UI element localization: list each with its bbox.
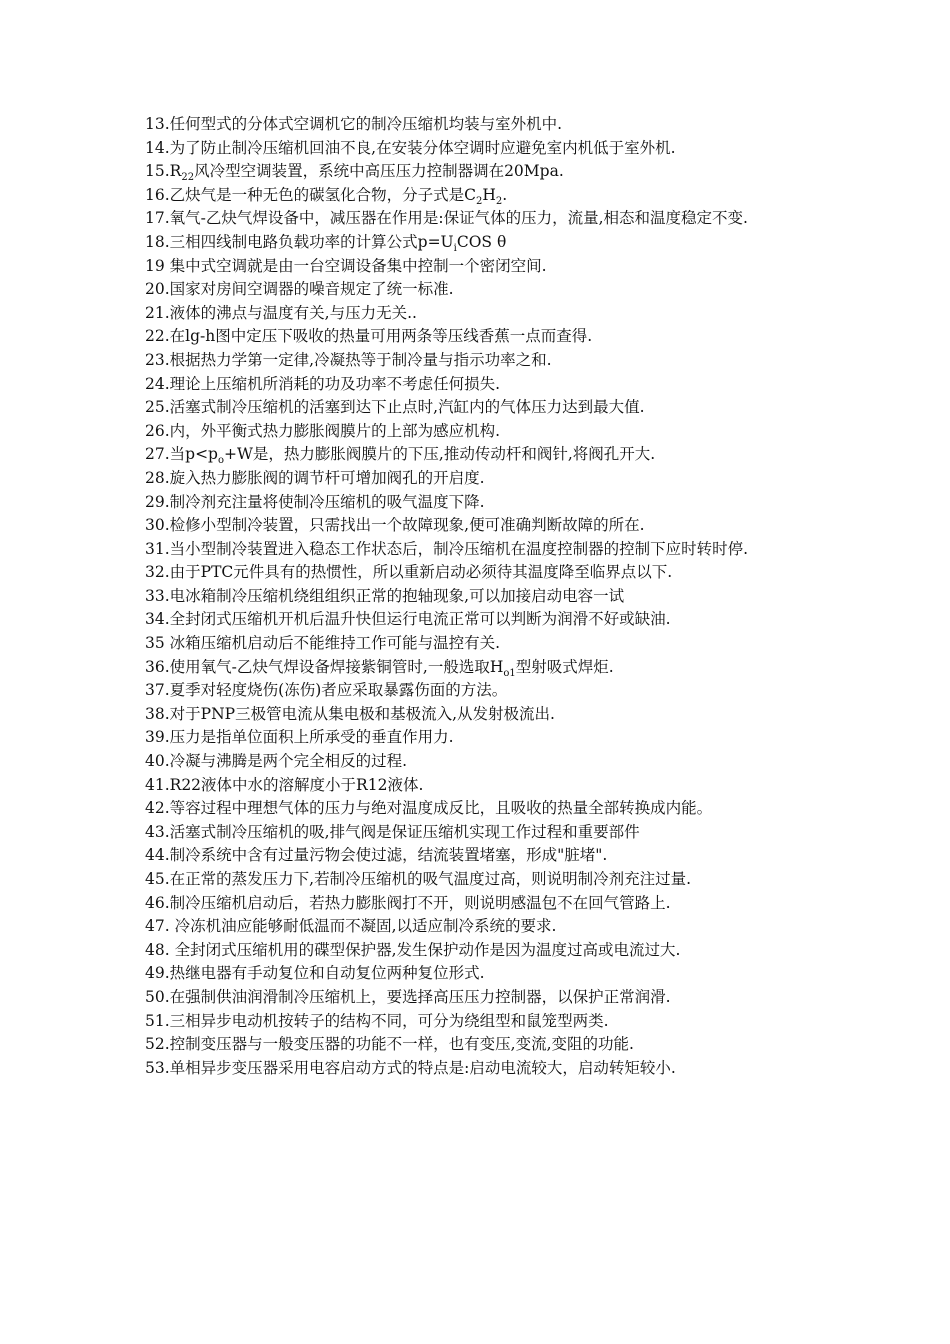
question-item: 13.任何型式的分体式空调机它的制冷压缩机均装与室外机中.: [145, 115, 563, 133]
question-item: 14.为了防止制冷压缩机回油不良,在安装分体空调时应避免室内机低于室外机.: [145, 138, 676, 157]
question-item: 38.对于PNP三极管电流从集电极和基极流入,从发射极流出.: [145, 704, 555, 723]
question-item: 28.旋入热力膨胀阀的调节杆可增加阀孔的开启度.: [145, 468, 485, 487]
question-item: 44.制冷系统中含有过量污物会使过滤，结流装置堵塞，形成"脏堵".: [145, 846, 608, 865]
question-item: 34.全封闭式压缩机开机后温升快但运行电流正常可以判断为润滑不好或缺油.: [145, 610, 671, 629]
question-item: $15.R_{22}$风冷型空调装置，系统中高压压力控制器调在20Mpa.: [145, 162, 564, 184]
question-item: 43.活塞式制冷压缩机的吸,排气阀是保证压缩机实现工作过程和重要部件: [145, 822, 640, 841]
question-item: 42.等容过程中理想气体的压力与绝对温度成反比，且吸收的热量全部转换成内能。: [145, 799, 713, 818]
question-item: 37.夏季对轻度烧伤(冻伤)者应采取暴露伤面的方法。: [145, 681, 508, 700]
question-item: 16.乙炔气是一种无色的碳氢化合物，分子式是$C_2H_2$.: [145, 185, 508, 207]
question-list: [145, 113, 815, 1080]
question-item: 50.在强制供油润滑制冷压缩机上，要选择高压压力控制器，以保护正常润滑.: [145, 987, 671, 1006]
question-item: 24.理论上压缩机所消耗的功及功率不考虑任何损失.: [145, 374, 501, 393]
question-item: 33.电冰箱制冷压缩机绕组组织正常的抱轴现象,可以加接启动电容一试: [145, 586, 625, 605]
question-item: 17.氧气-乙炔气焊设备中，减压器在作用是:保证气体的压力，流量,相态和温度稳定不变.: [145, 209, 748, 228]
question-item: 40.冷凝与沸腾是两个完全相反的过程.: [145, 752, 408, 771]
question-item: 45.在正常的蒸发压力下,若制冷压缩机的吸气温度过高，则说明制冷剂充注过量.: [145, 870, 692, 888]
question-item: 51.三相异步电动机按转子的结构不同，可分为绕组型和鼠笼型两类.: [145, 1011, 609, 1030]
question-item: 48. 全封闭式压缩机用的碟型保护器,发生保护动作是因为温度过高或电流过大.: [145, 940, 681, 959]
question-item: 26.内，外平衡式热力膨胀阀膜片的上部为感应机构.: [145, 421, 501, 440]
question-item: 52.控制变压器与一般变压器的功能不一样，也有变压,变流,变阻的功能.: [145, 1035, 634, 1054]
question-item: 22.在lg-h图中定压下吸收的热量可用两条等压线香蕉一点而查得.: [145, 327, 593, 346]
question-item: 49.热继电器有手动复位和自动复位两种复位形式.: [145, 964, 485, 983]
question-item: 53.单相异步变压器采用电容启动方式的特点是:启动电流较大，启动转矩较小.: [145, 1058, 676, 1077]
question-item: 29.制冷剂充注量将使制冷压缩机的吸气温度下降.: [145, 492, 485, 511]
question-item: 25.活塞式制冷压缩机的活塞到达下止点时,汽缸内的气体压力达到最大值.: [145, 398, 645, 417]
question-item: 41.R22液体中水的溶解度小于R12液体.: [145, 775, 424, 794]
question-item: 23.根据热力学第一定律,冷凝热等于制冷量与指示功率之和.: [145, 350, 552, 369]
question-item: 19 集中式空调就是由一台空调设备集中控制一个密闭空间.: [145, 256, 547, 275]
question-item: 36.使用氧气-乙炔气焊设备焊接紫铜管时,一般选取$H_{o1}$型射吸式焊炬.: [145, 657, 614, 679]
question-item: 31.当小型制冷装置进入稳态工作状态后，制冷压缩机在温度控制器的控制下应时转时停.: [145, 539, 749, 558]
question-item: 35 冰箱压缩机启动后不能维持工作可能与温控有关.: [145, 634, 501, 653]
question-item: 47. 冷冻机油应能够耐低温而不凝固,以适应制冷系统的要求.: [145, 917, 557, 936]
question-item: 30.检修小型制冷装置，只需找出一个故障现象,便可准确判断故障的所在.: [145, 516, 645, 535]
question-item: 18.三相四线制电路负载功率的计算公式$p=U_iCOS$ θ: [145, 232, 507, 254]
question-item: 20.国家对房间空调器的噪音规定了统一标准.: [145, 280, 454, 299]
question-item: 27.当$p<p_o+W$是，热力膨胀阀膜片的下压,推动传动杆和阀针,将阀孔开大.: [145, 445, 656, 467]
question-item: 21.液体的沸点与温度有关,与压力无关..: [145, 303, 417, 322]
question-item: 32.由于PTC元件具有的热惯性，所以重新启动必须待其温度降至临界点以下.: [145, 563, 673, 582]
question-item: 46.制冷压缩机启动后，若热力膨胀阀打不开，则说明感温包不在回气管路上.: [145, 893, 671, 912]
question-item: 39.压力是指单位面积上所承受的垂直作用力.: [145, 728, 454, 747]
